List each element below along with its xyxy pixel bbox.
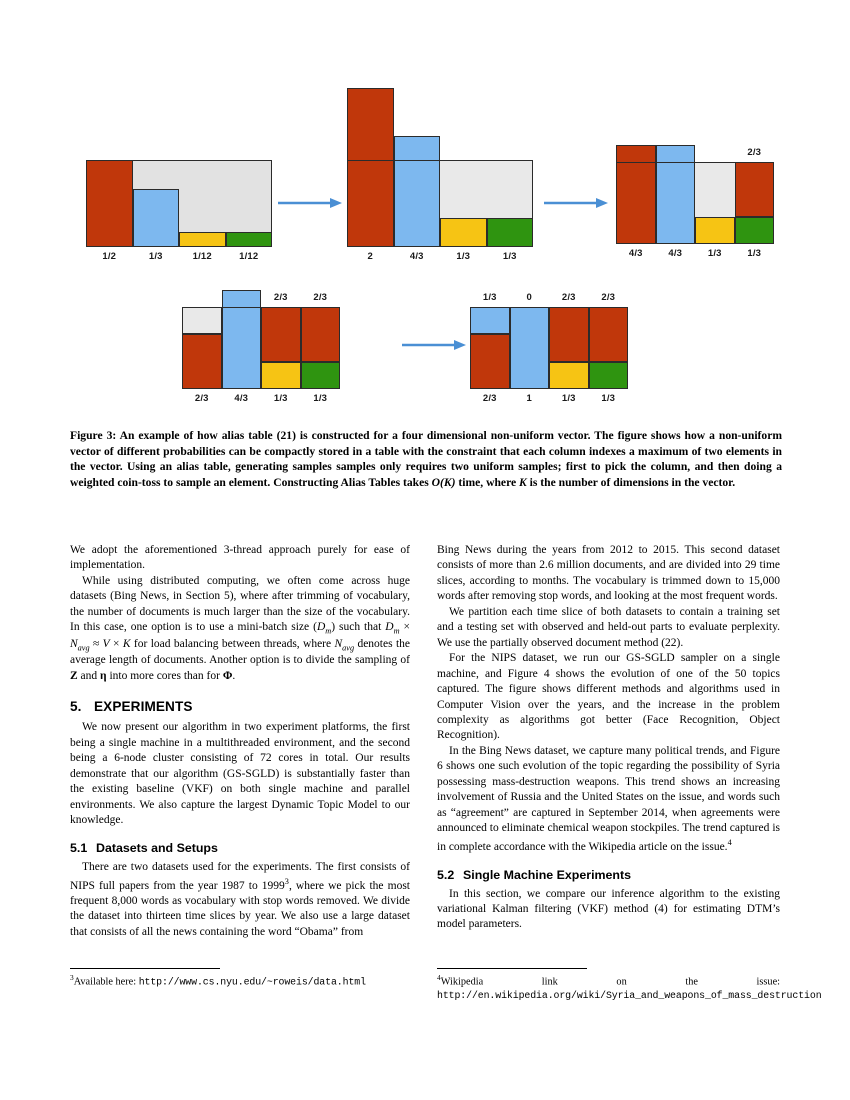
arrow-2 [542,196,610,210]
math-navg-2-sub: avg [342,642,355,652]
panel-4-top-label-3: 2/3 [273,292,288,303]
panel-1-column-3 [179,160,226,247]
subsection-number: 5.1 [70,841,88,856]
para2-part-e: and [77,669,101,682]
panel-5-column-3 [549,307,589,389]
segment-green [301,362,341,389]
footnote-marker-3: 3 [284,876,289,886]
panel-5-bottom-label-4: 1/3 [601,393,616,404]
segment-blue [133,189,180,247]
segment-yellow [261,362,301,389]
panel-5-top-label-3: 2/3 [561,292,576,303]
segment-blue [222,307,262,389]
segment-yellow [549,362,589,389]
caption-text: An example of how alias table (21) is constructed for a four dimensional non-uniform vector. The figure shows how a non-uniform vector of different probabilities can be compactly stored in a table with the constraint that each column indexes a maximum of two elements in the vector. Using an alias table, generating samples samples only requires two uniform samples; first to pick the column, and then doing a weighted coin-toss to sample an element. Constructing Alias Tables takes [70,429,782,490]
subsection-number: 5.2 [437,867,455,882]
panel-3-overflow-red [616,145,656,163]
panel-5-bottom-label-3: 1/3 [561,393,576,404]
footnote-3-marker: 3 [70,973,74,982]
math-dm-sub: m [325,626,332,636]
panel-4-column-2 [222,307,262,389]
para2-part-g: . [232,669,236,682]
footnote-rule [437,968,587,969]
caption-text-end: is the number of dimensions in the vector. [526,476,736,490]
caption-math-k: K [519,476,527,490]
subsection-title: Datasets and Setups [96,841,218,856]
panel-2-overflow-red [347,88,394,161]
figure-caption [70,428,782,491]
left-column-text [70,543,410,940]
panel-2-bottom-label-2: 4/3 [409,251,424,262]
panel-1-bottom-label-1: 1/2 [102,251,117,262]
footnote-4-text: Wikipedia link on the issue: [440,976,780,988]
panel-3-bottom-label-1: 4/3 [628,248,643,259]
body-column-left [70,543,410,940]
footnote-4 [437,973,822,1003]
subsection-heading-single-machine-experiments [437,867,780,884]
panel-1-bottom-label-2: 1/3 [148,251,163,262]
math-bold-z: Z [70,669,78,682]
panel-1-initial-vector [86,160,272,262]
panel-1-column-2 [133,160,180,247]
bing-trends-text: In the Bing News dataset, we capture many political trends, and Figure 6 shows one such evolution of the topic regarding the possibility of Syria possessing mass-destruction weapons. This trend shows an increasing involvement of Russia and the United States on the issue, and words such as “agreement” are captured in September 2014, when agreements were announced to eliminate chemical weapon stockpiles. The trend captured is in complete accordance with the Wikipedia article on the issue. [437,744,780,853]
panel-3-bottom-label-2: 4/3 [668,248,683,259]
panel-4-top-label-4: 2/3 [313,292,328,303]
para2-part-c: for load balancing between threads, where [130,637,335,650]
panel-3-column-4 [735,162,775,244]
panel-3-bottom-label-3: 1/3 [707,248,722,259]
panel-4-column-1 [182,307,222,389]
math-navg: N [70,637,78,650]
segment-red [589,307,629,362]
segment-red [182,334,222,389]
body-column-right [437,543,780,933]
math-v: V [102,637,110,650]
panel-2-column-1 [347,160,394,247]
math-bold-phi: Φ [222,669,233,682]
panel-5-bottom-label-2: 1 [526,393,532,404]
panel-2-bottom-label-4: 1/3 [502,251,517,262]
caption-math-o: O [431,476,441,490]
panel-4-column-4 [301,307,341,389]
footnote-right [437,968,822,1003]
right-column-text [437,543,780,933]
math-dm-2-sub: m [393,626,400,636]
panel-5-column-2 [510,307,550,389]
caption-text-tail: time, where [455,476,520,490]
paragraph-bing-news: Bing News during the years from 2012 to 2015. This second dataset consists of more than 2.6 million documents, and are divided into 29 time slices, according to months. The vocabulary is trimmed down to 15,000 words after removing stop words, and looking at the most frequent words. [437,544,780,603]
panel-3-column-2 [656,162,696,244]
datasets-part-b: , where we pick the most frequent 8,000 words as vocabulary with stop words removed. We divide the dataset into thirteen time slices by year. We also use a large dataset that consists of all the news containing the word “Obama” from [70,879,410,938]
caption-label: Figure 3: [70,429,117,442]
panel-1-column-4 [226,160,273,247]
segment-gray [182,307,222,334]
footnote-3-text: Available here: [73,976,139,988]
segment-blue [394,160,441,247]
segment-yellow [179,232,226,247]
segment-red [86,160,133,247]
segment-green [589,362,629,389]
panel-4-second-transfer [182,290,340,404]
panel-3-overflow-blue [656,145,696,163]
panel-3-bottom-label-4: 1/3 [747,248,762,259]
panel-5-top-label-4: 2/3 [601,292,616,303]
panel-4-bottom-label-3: 1/3 [273,393,288,404]
panel-5-top-label-1: 1/3 [482,292,497,303]
segment-green [226,232,273,247]
segment-red [470,334,510,389]
segment-red [616,162,656,244]
caption-math-k-paren: (K) [440,476,456,490]
section-title: EXPERIMENTS [94,699,193,715]
panel-5-bottom-label-1: 2/3 [482,393,497,404]
panel-5-final-alias-table [470,290,628,404]
panel-2-overflow-blue [394,136,441,161]
para2-part-b: ) such that [331,621,386,634]
para2-part-d: denotes the average length of documents. Another option is to divide the sampling of [70,637,410,667]
math-dm: D [316,621,326,634]
segment-yellow [440,218,487,247]
arrow-1 [276,196,344,210]
panel-4-column-3 [261,307,301,389]
paragraph-experiments: We now present our algorithm in two experiment platforms, the first being a single machine in a multithreaded environment, and the second being a 6-node cluster consisting of 72 cores in total. Our results demonstrate that our algorithm (GS-SGLD) is substantially faster than the existing baseline (VKF) on both single machine and parallel environments. We also capture the largest Dynamic Topic Model to our knowledge. [70,721,410,827]
paragraph-nips-dataset: For the NIPS dataset, we run our GS-SGLD sampler on a single machine, and Figure 4 shows the evolution of one of the 50 topics captured. The figure shows different methods and algorithms used in Computer Vision over the years, and the increase in the problem complexity as algorithms got better (Face Recognition, Object Recognition). [437,652,780,742]
panel-2-column-3 [440,160,487,247]
panel-3-column-3 [695,162,735,244]
subsection-heading-datasets-and-setups [70,840,410,857]
paragraph-3-thread: We adopt the aforementioned 3-thread approach purely for ease of implementation. [70,544,410,572]
math-navg-sub: avg [77,642,90,652]
panel-5-top-label-2: 0 [526,292,532,303]
datasets-part-a: There are two datasets used for the experiments. The first consists of NIPS full papers from the year 1987 to 1999 [70,861,410,892]
math-approx: ≈ [89,637,103,650]
math-dm-2: D [385,621,394,634]
math-k: K [122,637,131,650]
panel-1-column-1 [86,160,133,247]
footnote-4-url[interactable]: http://en.wikipedia.org/wiki/Syria_and_weapons_of_mass_destruction [437,990,822,1001]
math-times-2: × [109,637,123,650]
subsection-title: Single Machine Experiments [463,867,632,882]
panel-4-overflow-blue [222,290,262,308]
segment-red [347,160,394,247]
footnote-3 [70,973,410,989]
paragraph-single-machine: In this section, we compare our inference algorithm to the existing variational Kalman filtering (VKF) method (4) for estimating DTM’s model parameters. [437,887,780,931]
footnote-3-url[interactable]: http://www.cs.nyu.edu/~roweis/data.html [138,976,366,988]
segment-blue [656,162,696,244]
para2-part-a: While using distributed computing, we often come across huge datasets (Bing News, in Section 5), where after trimming of vocabulary, the number of documents is much larger than the size of the vocabulary. In this case, one option is to use a mini-batch size ( [70,574,410,634]
panel-4-bottom-label-4: 1/3 [313,393,328,404]
paragraph-bing-trends [437,744,780,855]
panel-5-column-4 [589,307,629,389]
figure-3-alias-table-diagram [70,60,780,415]
segment-green [487,218,534,247]
footnote-4-marker: 4 [437,973,441,982]
panel-3-column-1 [616,162,656,244]
panel-4-bottom-label-2: 4/3 [234,393,249,404]
panel-2-column-2 [394,160,441,247]
para2-part-f: into more cores than for [106,669,223,682]
segment-blue [510,307,550,389]
section-number: 5. [70,699,82,715]
panel-1-bottom-label-3: 1/12 [192,251,212,262]
panel-3-top-label-4: 2/3 [747,147,762,158]
math-times-1: × [399,621,411,634]
panel-2-bottom-label-3: 1/3 [456,251,471,262]
footnote-rule [70,968,220,969]
paragraph-distributed-computing [70,574,410,684]
segment-yellow [695,217,735,244]
section-heading-experiments [70,698,410,716]
paragraph-partition: We partition each time slice of both datasets to contain a training set and a testing set with observed and held-out parts to evaluate perplexity. We use the partially observed document method (22). [437,605,780,649]
arrow-3 [400,338,468,352]
segment-red [261,307,301,362]
segment-green [735,217,775,244]
segment-red [735,162,775,217]
footnote-left [70,968,410,989]
math-navg-2: N [334,637,343,650]
panel-1-bottom-label-4: 1/12 [239,251,259,262]
paragraph-datasets [70,860,410,940]
footnote-marker-4: 4 [727,837,732,847]
panel-2-scaled-by-k [347,80,533,262]
panel-2-column-4 [487,160,534,247]
panel-5-column-1 [470,307,510,389]
panel-4-bottom-label-1: 2/3 [194,393,209,404]
segment-blue [470,307,510,334]
math-bold-eta: η [100,669,107,682]
panel-2-bottom-label-1: 2 [367,251,373,262]
segment-red [301,307,341,362]
panel-3-first-transfer [616,145,774,259]
segment-red [549,307,589,362]
